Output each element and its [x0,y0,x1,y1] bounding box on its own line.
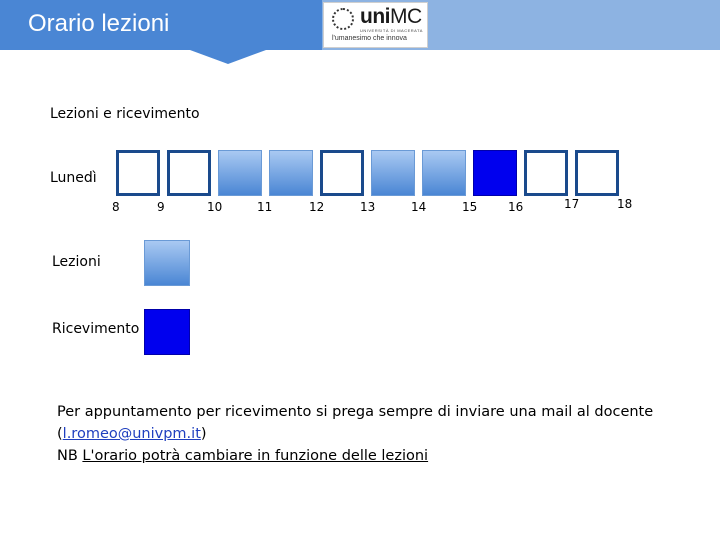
hour-label: 10 [207,200,223,214]
seal-icon [332,8,354,30]
note-line-3: NB L'orario potrà cambiare in funzione delle lezioni [57,448,429,464]
nb-text: L'orario potrà cambiare in funzione delle lezioni [82,448,429,464]
hour-label: 17 [564,197,580,211]
logo-tagline: l'umanesimo che innova [332,35,407,42]
email-link[interactable]: l.romeo@univpm.it [62,426,201,442]
time-slot-ricevimento [473,150,517,196]
time-slot-empty [575,150,619,196]
header-notch [190,50,266,64]
section-title: Lezioni e ricevimento [50,106,200,122]
time-slot-lezione [269,150,313,196]
time-slot-lezione [218,150,262,196]
hour-label: 9 [157,200,165,214]
day-label: Lunedì [50,170,97,186]
hour-label: 13 [360,200,376,214]
hour-label: 16 [508,200,524,214]
legend-ricevimento-swatch [144,309,190,355]
hour-label: 14 [411,200,427,214]
hour-label: 15 [462,200,478,214]
page-title: Orario lezioni [28,10,170,37]
time-slot-lezione [371,150,415,196]
time-slot-lezione [422,150,466,196]
hour-label: 18 [617,197,633,211]
note-block [57,401,707,467]
time-slot-empty [524,150,568,196]
legend-lezioni-swatch [144,240,190,286]
note-line-1: Per appuntamento per ricevimento si prega sempre di inviare una mail al docente [57,404,654,420]
legend-ricevimento-label: Ricevimento [52,321,140,337]
time-slot-empty [116,150,160,196]
note-line-2: (l.romeo@univpm.it) [57,426,207,442]
logo-subtitle: UNIVERSITÀ DI MACERATA [360,28,423,33]
university-logo [323,2,428,48]
time-slot-empty [167,150,211,196]
hour-label: 12 [309,200,325,214]
hour-label: 8 [112,200,120,214]
time-slot-empty [320,150,364,196]
logo-wordmark: uniMC [360,5,422,28]
hour-label: 11 [257,200,273,214]
legend-lezioni-label: Lezioni [52,254,101,270]
